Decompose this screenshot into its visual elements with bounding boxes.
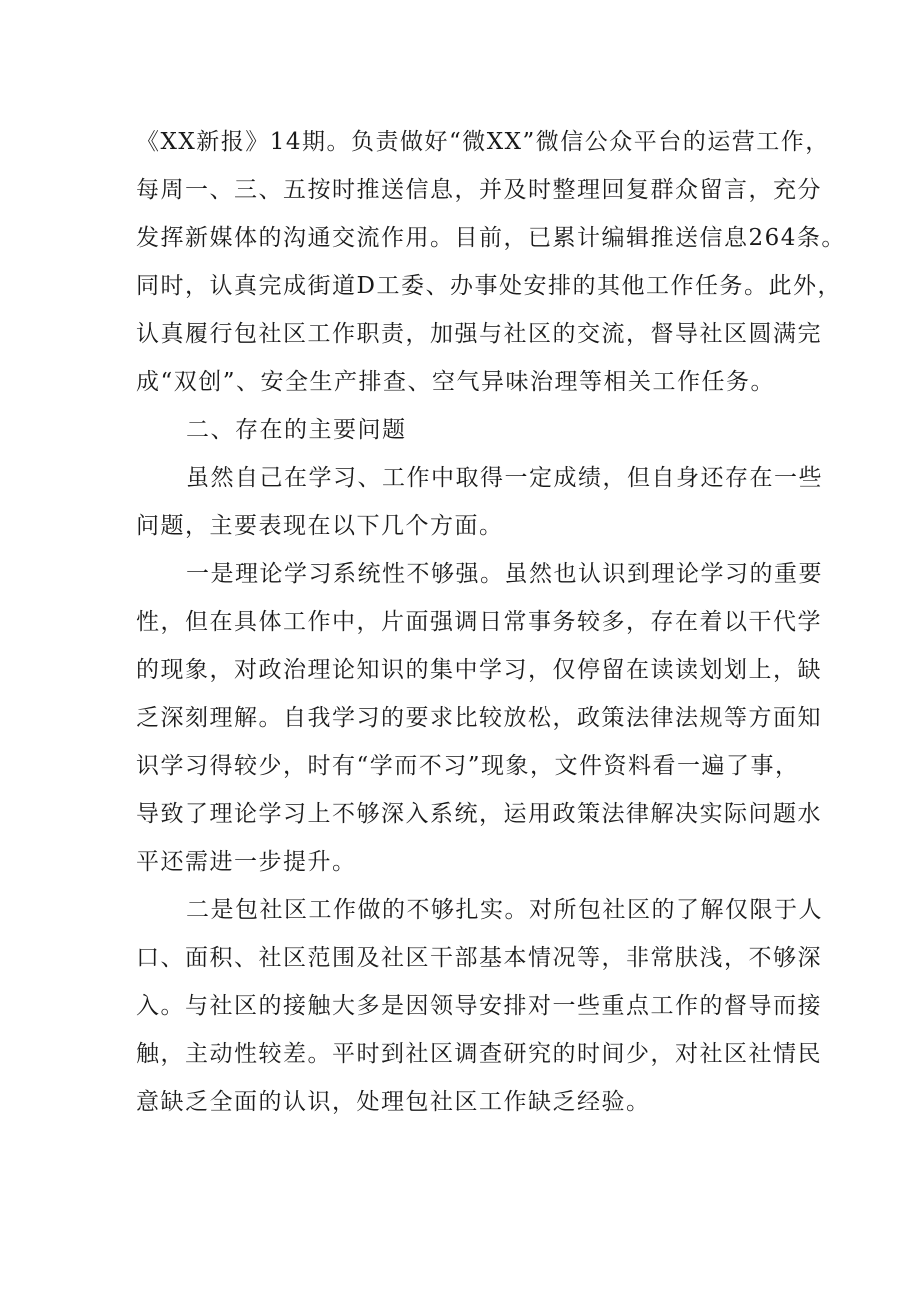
text-line: 虽然自己在学习、工作中取得一定成绩，但自身还存在一些 xyxy=(186,465,823,491)
text-line: 一是理论学习系统性不够强。虽然也认识到理论学习的重要 xyxy=(186,561,823,587)
text-line: 平还需进一步提升。 xyxy=(136,849,357,875)
text-line: 的现象，对政治理论知识的集中学习，仅停留在读读划划上，缺 xyxy=(136,657,822,683)
text-line: 每周一、三、五按时推送信息，并及时整理回复群众留言，充分 xyxy=(136,177,822,203)
text-line: 二是包社区工作做的不够扎实。对所包社区的了解仅限于人 xyxy=(186,897,823,923)
text-line: 认真履行包社区工作职责，加强与社区的交流，督导社区圆满完 xyxy=(136,321,822,347)
text-line: 《XX新报》14期。负责做好“微XX”微信公众平台的运营工作， xyxy=(136,129,830,155)
text-line: 发挥新媒体的沟通交流作用。目前，已累计编辑推送信息264条。 xyxy=(136,225,846,251)
text-line: 问题，主要表现在以下几个方面。 xyxy=(136,513,504,539)
text-line: 性，但在具体工作中，片面强调日常事务较多，存在着以干代学 xyxy=(136,609,822,635)
section-heading: 二、存在的主要问题 xyxy=(186,417,407,443)
text-line: 入。与社区的接触大多是因领导安排对一些重点工作的督导而接 xyxy=(136,993,822,1019)
text-line: 同时，认真完成街道D工委、办事处安排的其他工作任务。此外， xyxy=(136,273,842,299)
text-line: 识学习得较少，时有“学而不习”现象，文件资料看一遍了事， xyxy=(136,753,800,779)
text-line: 导致了理论学习上不够深入系统，运用政策法律解决实际问题水 xyxy=(136,801,822,827)
text-line: 成“双创”、安全生产排查、空气异味治理等相关工作任务。 xyxy=(136,369,776,395)
text-line: 意缺乏全面的认识，处理包社区工作缺乏经验。 xyxy=(136,1089,651,1115)
text-line: 口、面积、社区范围及社区干部基本情况等，非常肤浅，不够深 xyxy=(136,945,822,971)
text-line: 乏深刻理解。自我学习的要求比较放松，政策法律法规等方面知 xyxy=(136,705,822,731)
text-line: 触，主动性较差。平时到社区调查研究的时间少，对社区社情民 xyxy=(136,1041,822,1067)
document-body xyxy=(136,118,846,1126)
